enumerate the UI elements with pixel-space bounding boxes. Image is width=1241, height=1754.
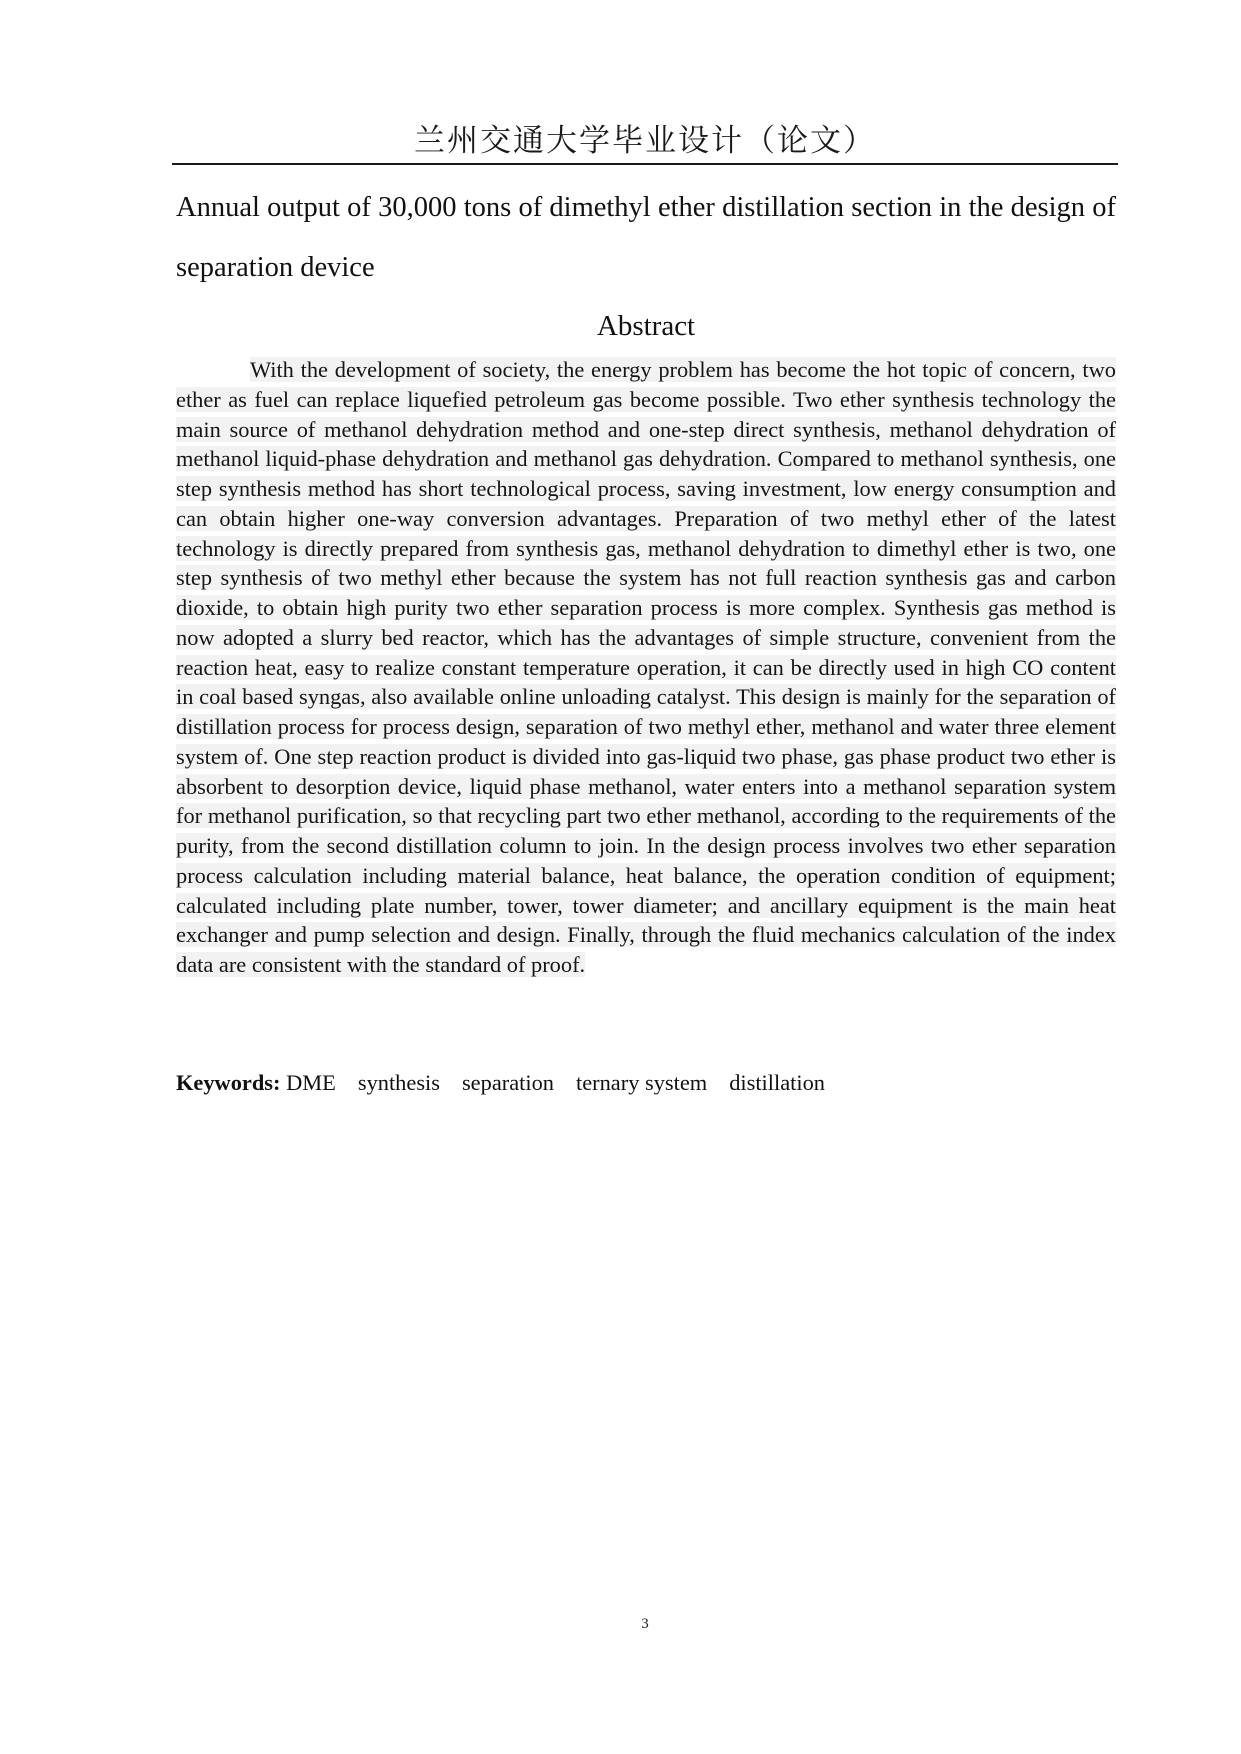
keyword-item: ternary system — [575, 1070, 708, 1095]
abstract-text: With the development of society, the energy problem has become the hot topic of concern, two ether as fuel can replace liquefied petroleum gas become possible. Two ether synthesis technology the main source of methanol dehydration method and one-step direct synthesis, methanol dehydration of methanol liquid-phase dehydration and methanol gas dehydration. Compared to methanol synthesis, one step synthesis method has short technological process, saving investment, low energy consumption and can obtain higher one-way conversion advantages. Preparation of two methyl ether of the latest technology is directly prepared from synthesis gas, methanol dehydration to dimethyl ether is two, one step synthesis of two methyl ether because the system has not full reaction synthesis gas and carbon dioxide, to obtain high purity two ether separation process is more complex. Synthesis gas method is now adopted a slurry bed reactor, which has the advantages of simple structure, convenient from the reaction heat, easy to realize constant temperature operation, it can be directly used in high CO content in coal based syngas, also available online unloading catalyst. This design is mainly for the separation of distillation process for process design, separation of two methyl ether, methanol and water three element system of. One step reaction product is divided into gas-liquid two phase, gas phase product two ether is absorbent to desorption device, liquid phase methanol, water enters into a methanol separation system for methanol purification, so that recycling part two ether methanol, according to the requirements of the purity, from the second distillation column to join. In the design process involves two ether separation process calculation including material balance, heat balance, the operation condition of equipment; calculated including plate number, tower, tower diameter; and ancillary equipment is the main heat exchanger and pump selection and design. Finally, through the fluid mechanics calculation of the index data are consistent with the standard of proof. — [176, 357, 1116, 977]
keyword-item: synthesis — [357, 1070, 440, 1095]
abstract-body — [176, 355, 1116, 980]
keyword-item: separation — [461, 1070, 554, 1095]
keywords-line — [176, 1068, 1116, 1098]
keyword-item: distillation — [729, 1070, 825, 1095]
keywords-label: Keywords: — [176, 1070, 281, 1095]
page-number: 3 — [641, 1616, 649, 1632]
paper-title: Annual output of 30,000 tons of dimethyl ether distillation section in the design of separation device — [176, 192, 1116, 283]
abstract-heading: Abstract — [596, 310, 696, 342]
keyword-item: DME — [286, 1070, 336, 1095]
page-header: 兰州交通大学毕业设计（论文） — [414, 123, 876, 159]
header-divider — [172, 163, 1118, 165]
